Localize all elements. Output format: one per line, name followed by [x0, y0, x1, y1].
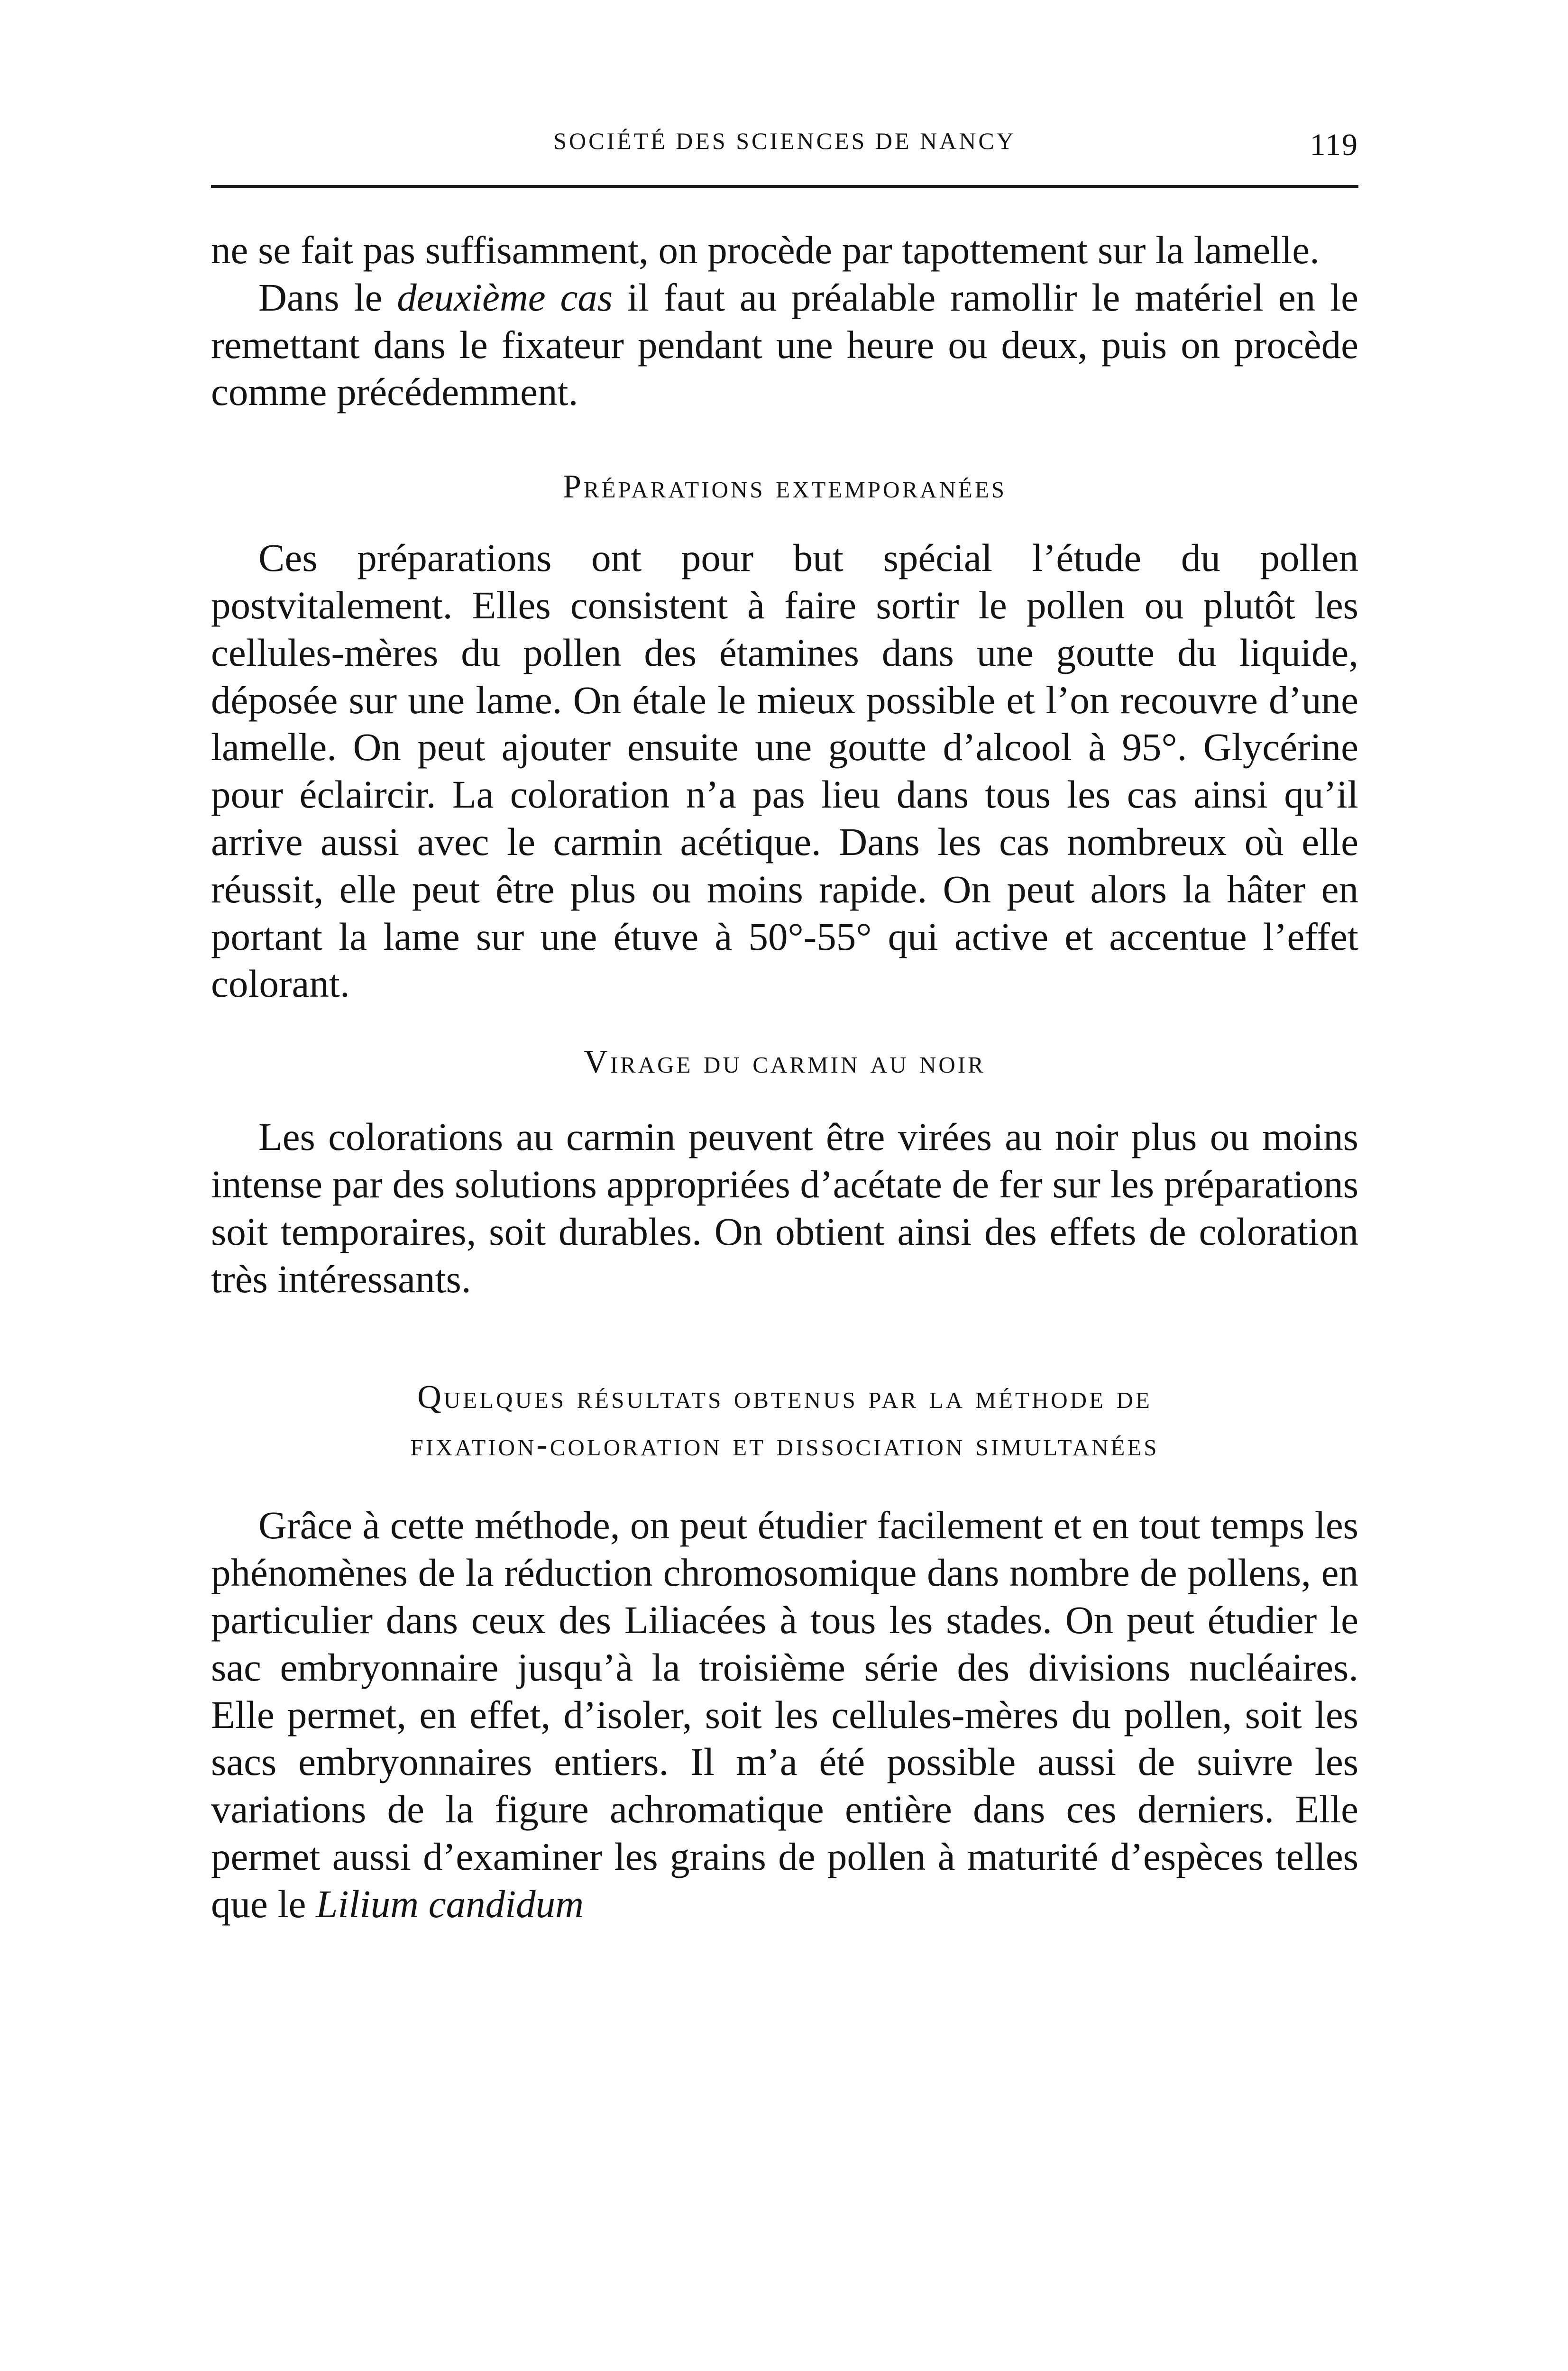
heading-preparations-extemporanees: Préparations extemporanées — [562, 469, 1007, 505]
paragraph-preparations — [211, 534, 1358, 1008]
heading-virage-du-carmin: Virage du carmin au noir — [584, 1044, 986, 1081]
body-text — [211, 227, 1358, 1928]
paragraph-grace-text: Grâce à cette méthode, on peut étudier facilement et en tout temps les phénomènes de la réduction chromosomique dans nombre de pollens, en particulier dans ceux des Liliacées à tous les stades. On peut étudier le sac embryonnaire jusqu’à la troisième série des divisions nucléaires. Elle permet, en effet, d’isoler, soit les cellules-mères du pollen, soit les sacs embryonnaires entiers. Il m’a été possible aussi de suivre les variations de la figure achromatique entière dans ces derniers. Elle permet aussi d’examiner les grains de pollen à maturité d’espèces telles que le — [211, 1503, 1358, 1926]
paragraph-continuation — [211, 227, 1358, 274]
running-head — [211, 127, 1358, 165]
paragraph-deuxieme-cas — [211, 274, 1358, 416]
heading-quelques-resultats-line-2: fixation-coloration et dissociation simultanées — [410, 1426, 1159, 1463]
page-number: 119 — [1310, 128, 1358, 162]
paragraph-continuation-text: ne se fait pas suffisamment, on procède par tapottement sur la lamelle. — [211, 228, 1320, 272]
heading-quelques-resultats — [211, 1374, 1358, 1469]
header-rule — [211, 185, 1358, 188]
italic-deuxieme-cas: deuxième cas — [397, 275, 613, 319]
running-title: SOCIÉTÉ DES SCIENCES DE NANCY — [553, 128, 1016, 154]
paragraph-grace-a-cette-methode — [211, 1502, 1358, 1928]
italic-lilium-candidum: Lilium candidum — [316, 1882, 584, 1926]
paragraph-deuxieme-cas-lead: Dans le — [258, 275, 397, 319]
heading-quelques-resultats-line-1: Quelques résultats obtenus par la méthode de — [417, 1379, 1152, 1416]
paragraph-virage — [211, 1113, 1358, 1303]
paragraph-deuxieme-cas-rest: il faut au préalable ramollir le matériel en le remettant dans le fixateur pendant une heure ou deux, puis on procède comme précédemment. — [211, 275, 1358, 414]
paragraph-virage-text: Les colorations au carmin peuvent être virées au noir plus ou moins intense par des solutions appropriées d’acétate de fer sur les préparations soit temporaires, soit durables. On obtient ainsi des effets de coloration très intéressants. — [211, 1115, 1358, 1301]
paragraph-preparations-text: Ces préparations ont pour but spécial l’étude du pollen postvitalement. Elles consistent à faire sortir le pollen ou plutôt les cellules-mères du pollen des étamines dans une goutte du liquide, déposée sur une lame. On étale le mieux possible et l’on recouvre d’une lamelle. On peut ajouter ensuite une goutte d’alcool à 95°. Glycérine pour éclaircir. La coloration n’a pas lieu dans tous les cas ainsi qu’il arrive aussi avec le carmin acétique. Dans les cas nombreux où elle réussit, elle peut être plus ou moins rapide. On peut alors la hâter en portant la lame sur une étuve à 50°-55° qui active et accentue l’effet colorant. — [211, 536, 1358, 1006]
